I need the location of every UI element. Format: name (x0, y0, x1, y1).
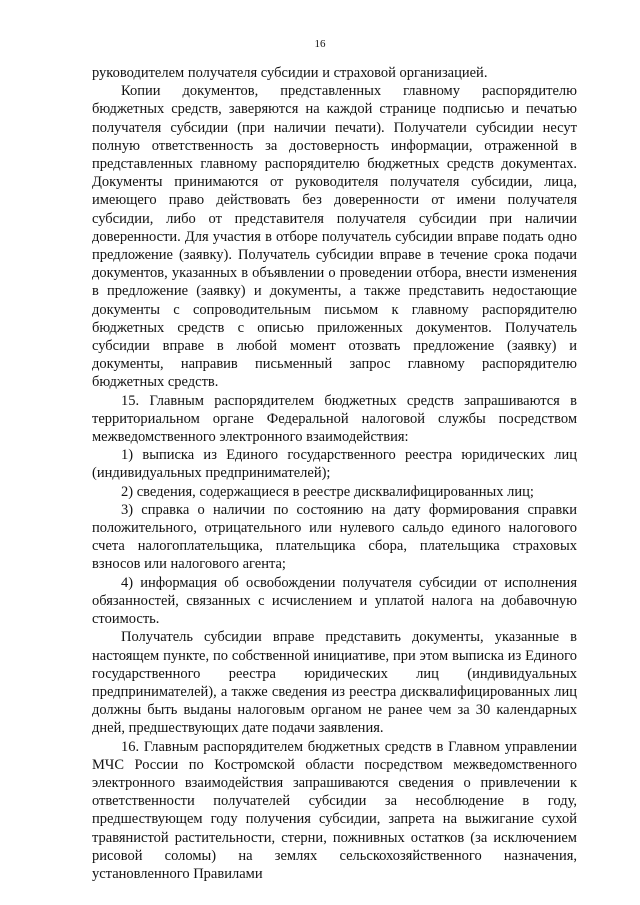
paragraph-item-16: 16. Главным распорядителем бюджетных средств в Главном управлении МЧС России по Костромской области посредством межведомственного электронного взаимодействия запрашиваются сведения о привлечении к ответственности получателей субсидии за несоблюдение в году, предшествующем году получения субсидии, запрета на выжигание сухой травянистой растительности, стерни, пожнивных остатков (за исключением рисовой соломы) на землях сельскохозяйственного назначения, установленного Правилами (92, 738, 577, 882)
list-item-15-1: 1) выписка из Единого государственного реестра юридических лиц (индивидуальных предпринимателей); (92, 447, 577, 482)
list-item-15-2: 2) сведения, содержащиеся в реестре дисквалифицированных лиц; (121, 483, 534, 500)
paragraph-continuation: руководителем получателя субсидии и страховой организацией. (92, 65, 488, 81)
page-number: 16 (314, 38, 326, 50)
document-body (92, 64, 577, 883)
paragraph-own-initiative: Получатель субсидии вправе представить документы, указанные в настоящем пункте, по собственной инициативе, при этом выписка из Единого государственного реестра юридических лиц (индивидуальных предпринимателей), а также сведения из реестра дисквалифицированных лиц должны быть выданы налоговым органом не ранее чем за 30 календарных дней, предшествующих дате подачи заявления. (92, 629, 577, 737)
list-item-15-3: 3) справка о наличии по состоянию на дату формирования справки положительного, отрицательного или нулевого сальдо единого налогового счета налогоплательщика, плательщика сбора, плательщика страховых взносов или налогового агента; (92, 501, 577, 573)
paragraph-item-15: 15. Главным распорядителем бюджетных средств запрашиваются в территориальном органе Федеральной налоговой службы посредством межведомственного электронного взаимодействия: (92, 392, 577, 446)
paragraph-document-copies: Копии документов, представленных главному распорядителю бюджетных средств, заверяются на каждой странице подписью и печатью получателя субсидии (при наличии печати). Получатели субсидии несут полную ответственность за достоверность информации, отраженной в представленных главному распорядителю бюджетных средств документах. Документы принимаются от руководителя получателя субсидии, лица, имеющего право действовать без доверенности от имени получателя субсидии, либо от представителя получателя субсидии при наличии доверенности. Для участия в отборе получатель субсидии вправе подать одно предложение (заявку). Получатель субсидии вправе в течение срока подачи документов, указанных в объявлении о проведении отбора, внести изменения в предложение (заявку) и документы, а также представить недостающие документы с сопроводительным письмом к главному распорядителю бюджетных средств с описью приложенных документов. Получатель субсидии вправе в любой момент отозвать предложение (заявку) и документы, направив письменный запрос главному распорядителю бюджетных средств. (92, 83, 577, 391)
list-item-15-4: 4) информация об освобождении получателя субсидии от исполнения обязанностей, связанных с исчислением и уплатой налога на добавочную стоимость. (92, 574, 577, 628)
